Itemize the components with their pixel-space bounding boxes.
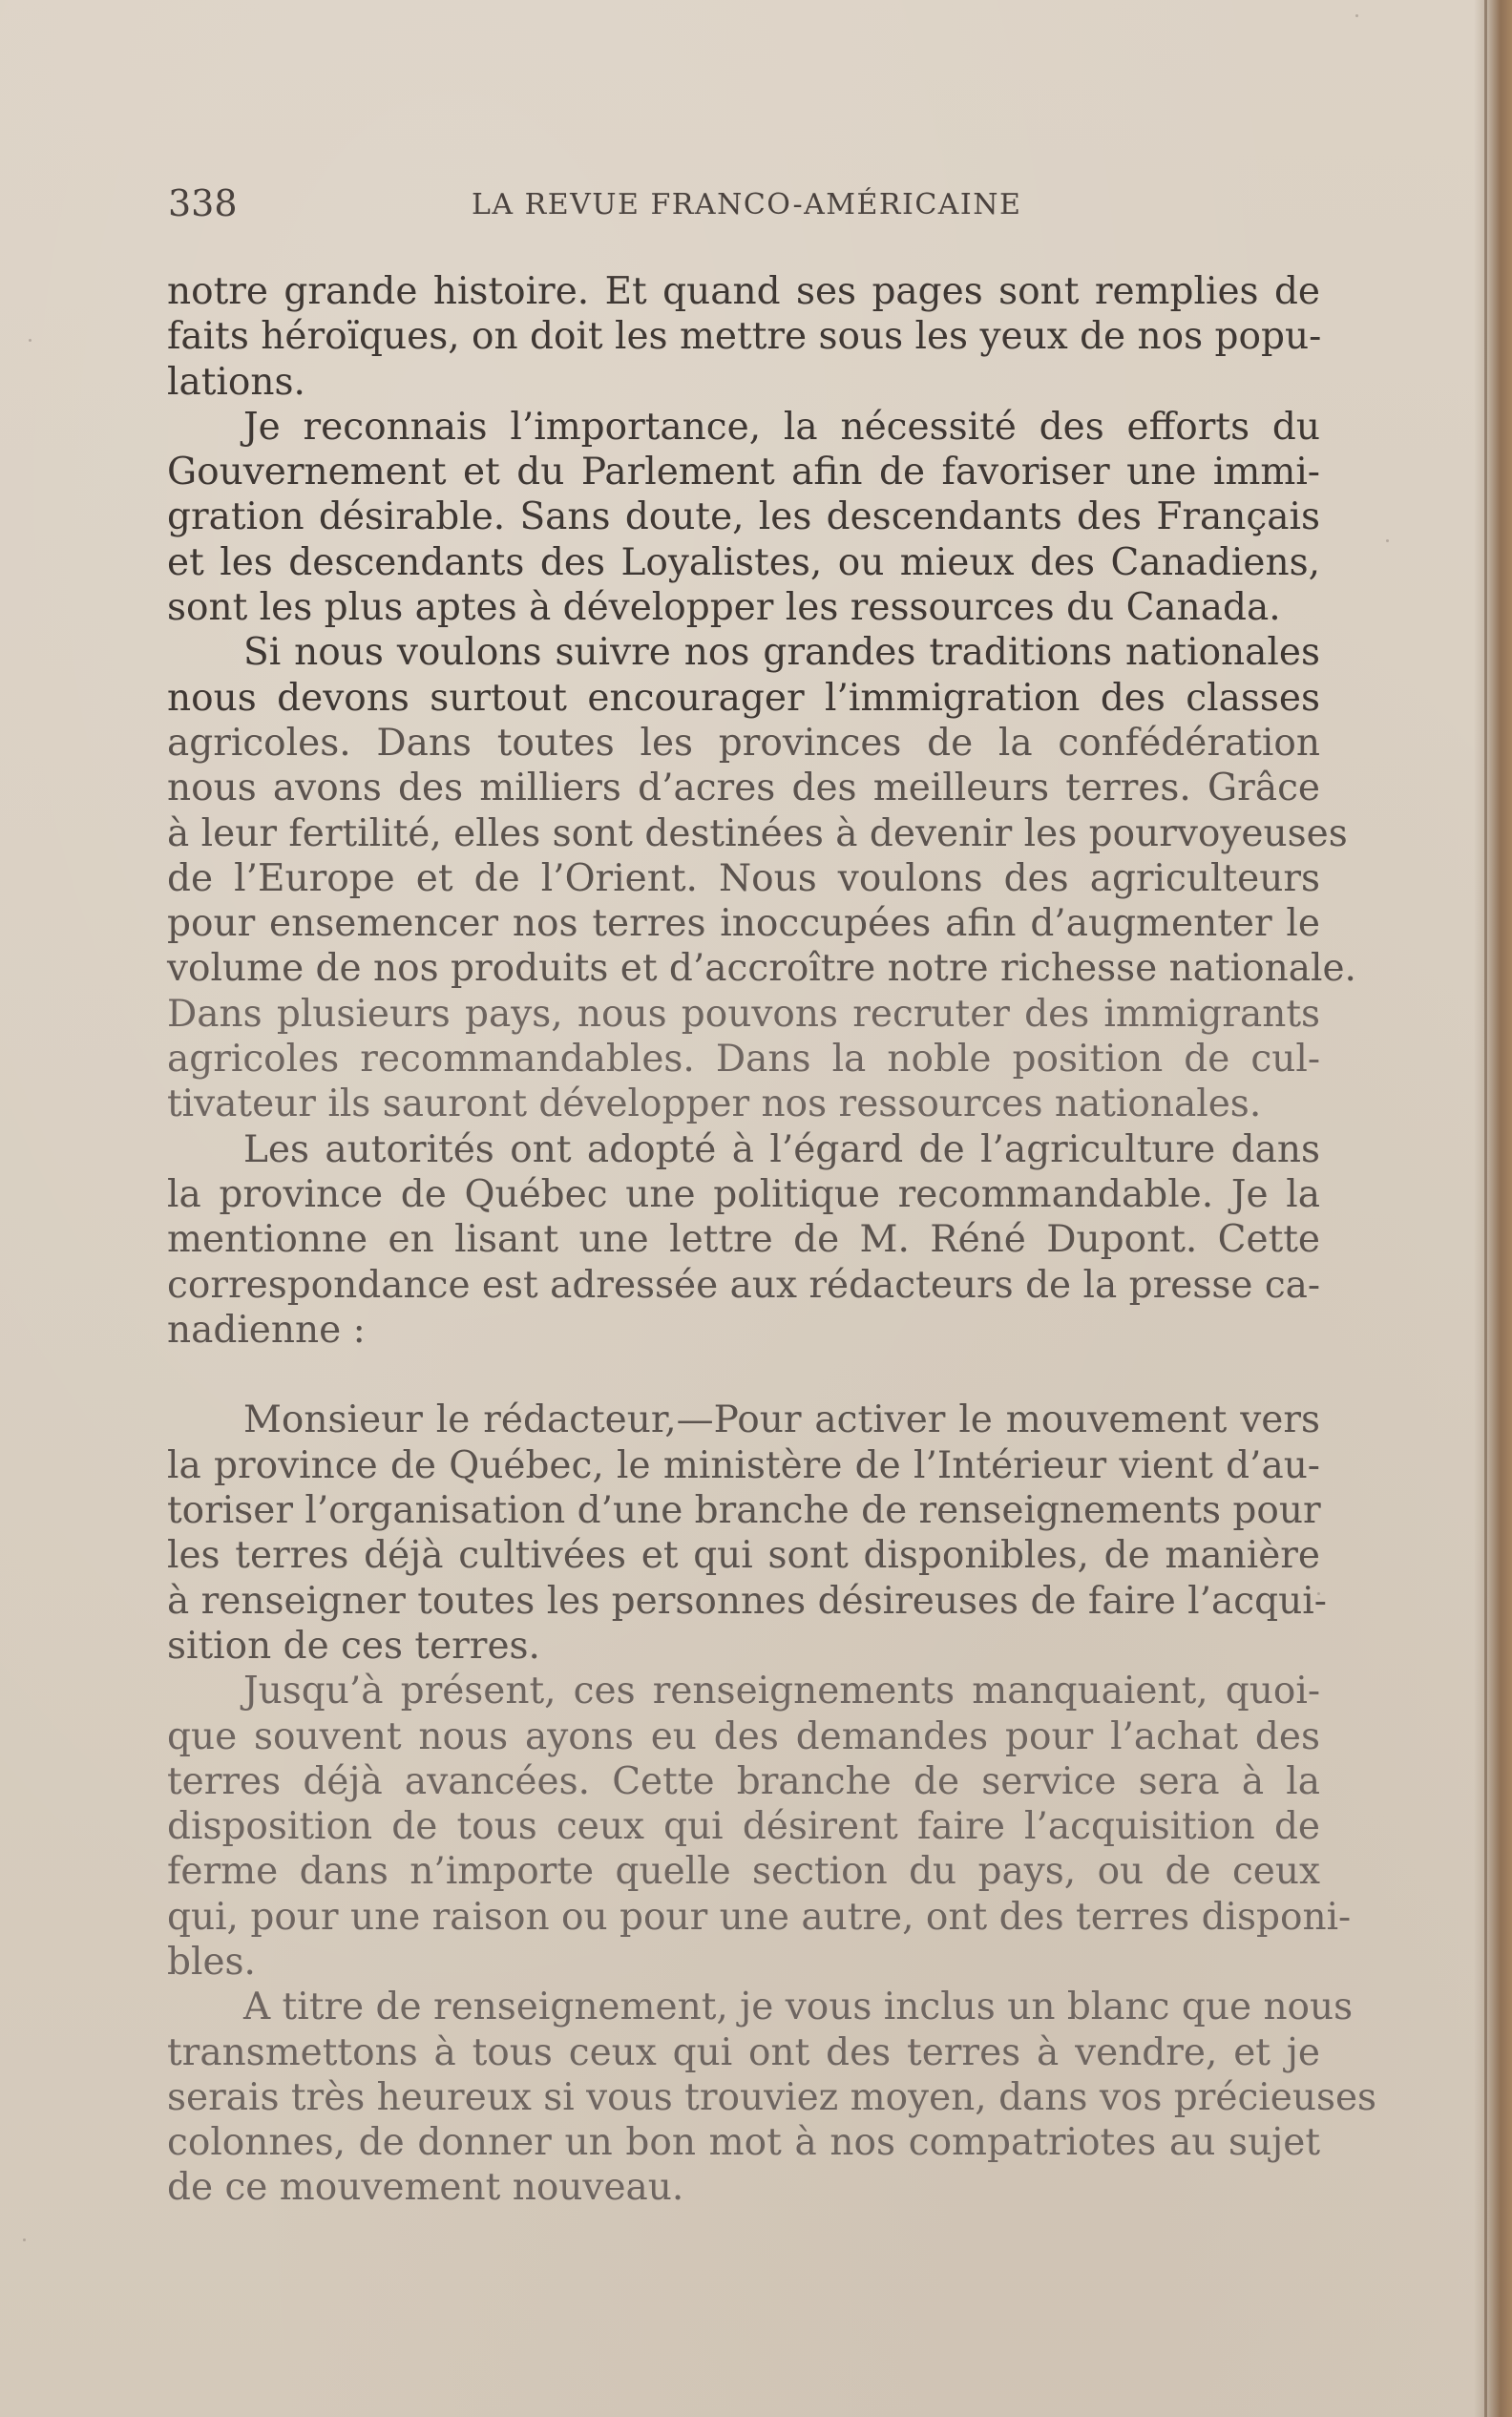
text-line: nous avons des milliers d’acres des meilleurs terres. Grâce <box>167 767 1320 810</box>
paper-speck <box>29 339 32 342</box>
text-line: et les descendants des Loyalistes, ou mieux des Canadiens, <box>167 540 1320 584</box>
text-line: la province de Québec, le ministère de l’Intérieur vient d’au- <box>167 1443 1320 1487</box>
blank-line <box>167 1353 1320 1398</box>
text-line: volume de nos produits et d’accroître notre richesse nationale. <box>167 947 1356 991</box>
text-line: serais très heureux si vous trouviez moyen, dans vos précieuses <box>167 2075 1377 2119</box>
text-line: la province de Québec une politique recommandable. Je la <box>167 1172 1320 1216</box>
text-line: Monsieur le rédacteur,—Pour activer le mouvement vers <box>243 1398 1320 1442</box>
text-line: A titre de renseignement, je vous inclus un blanc que nous <box>243 1986 1354 2029</box>
page-edge-line <box>1484 0 1487 2417</box>
text-line: Dans plusieurs pays, nous pouvons recruter des immigrants <box>167 992 1320 1036</box>
text-line: mentionne en lisant une lettre de M. Réné Dupont. Cette <box>167 1218 1320 1262</box>
text-line: toriser l’organisation d’une branche de renseignements pour <box>167 1489 1321 1533</box>
text-line: pour ensemencer nos terres inoccupées afin d’augmenter le <box>167 902 1320 946</box>
text-line: colonnes, de donner un bon mot à nos compatriotes au sujet <box>167 2121 1320 2165</box>
body-text <box>167 269 1377 2211</box>
text-line: gration désirable. Sans doute, les descendants des Français <box>167 495 1320 539</box>
paper-speck <box>23 2238 26 2241</box>
paper-speck <box>1355 14 1358 17</box>
paper-speck <box>1386 539 1389 542</box>
page-edge-shadow <box>1474 0 1512 2417</box>
text-line: Gouvernement et du Parlement afin de favoriser une immi- <box>167 451 1320 494</box>
text-line: sont les plus aptes à développer les ressources du Canada. <box>167 586 1281 630</box>
text-line: nous devons surtout encourager l’immigration des classes <box>167 676 1320 720</box>
text-line: que souvent nous ayons eu des demandes pour l’achat des <box>167 1714 1320 1758</box>
text-line: notre grande histoire. Et quand ses pages sont remplies de <box>167 270 1320 313</box>
text-line: nadienne : <box>167 1308 366 1352</box>
text-line: sition de ces terres. <box>167 1624 540 1668</box>
text-line: agricoles. Dans toutes les provinces de la confédération <box>167 721 1320 765</box>
text-line: bles. <box>167 1940 256 1984</box>
text-line: disposition de tous ceux qui désirent faire l’acquisition de <box>167 1805 1320 1849</box>
text-line: Les autorités ont adopté à l’égard de l’agriculture dans <box>243 1127 1320 1171</box>
running-title: LA REVUE FRANCO-AMÉRICAINE <box>472 188 1022 221</box>
text-line: les terres déjà cultivées et qui sont disponibles, de manière <box>167 1534 1320 1578</box>
text-line: qui, pour une raison ou pour une autre, ont des terres disponi- <box>167 1895 1352 1939</box>
text-line: de l’Europe et de l’Orient. Nous voulons des agriculteurs <box>167 856 1320 900</box>
text-line: ferme dans n’importe quelle section du pays, ou de ceux <box>167 1850 1320 1894</box>
text-line: Jusqu’à présent, ces renseignements manquaient, quoi- <box>243 1670 1320 1713</box>
text-line: Je reconnais l’importance, la nécessité des efforts du <box>243 405 1320 449</box>
text-line: faits héroïques, on doit les mettre sous les yeux de nos popu- <box>167 315 1322 359</box>
text-line: agricoles recommandables. Dans la noble position de cul- <box>167 1038 1320 1082</box>
text-line: terres déjà avancées. Cette branche de service sera à la <box>167 1759 1320 1803</box>
page-header <box>168 179 1313 227</box>
text-line: tivateur ils sauront développer nos ressources nationales. <box>167 1082 1262 1126</box>
page-number: 338 <box>168 182 238 224</box>
text-line: correspondance est adressée aux rédacteurs de la presse ca- <box>167 1263 1321 1307</box>
text-line: de ce mouvement nouveau. <box>167 2166 684 2210</box>
text-line: lations. <box>167 360 305 404</box>
text-line: à renseigner toutes les personnes désireuses de faire l’acqui- <box>167 1579 1327 1623</box>
text-line: transmettons à tous ceux qui ont des terres à vendre, et je <box>167 2030 1320 2074</box>
text-line: à leur fertilité, elles sont destinées à devenir les pourvoyeuses <box>167 811 1348 855</box>
text-line: Si nous voulons suivre nos grandes traditions nationales <box>243 631 1320 675</box>
